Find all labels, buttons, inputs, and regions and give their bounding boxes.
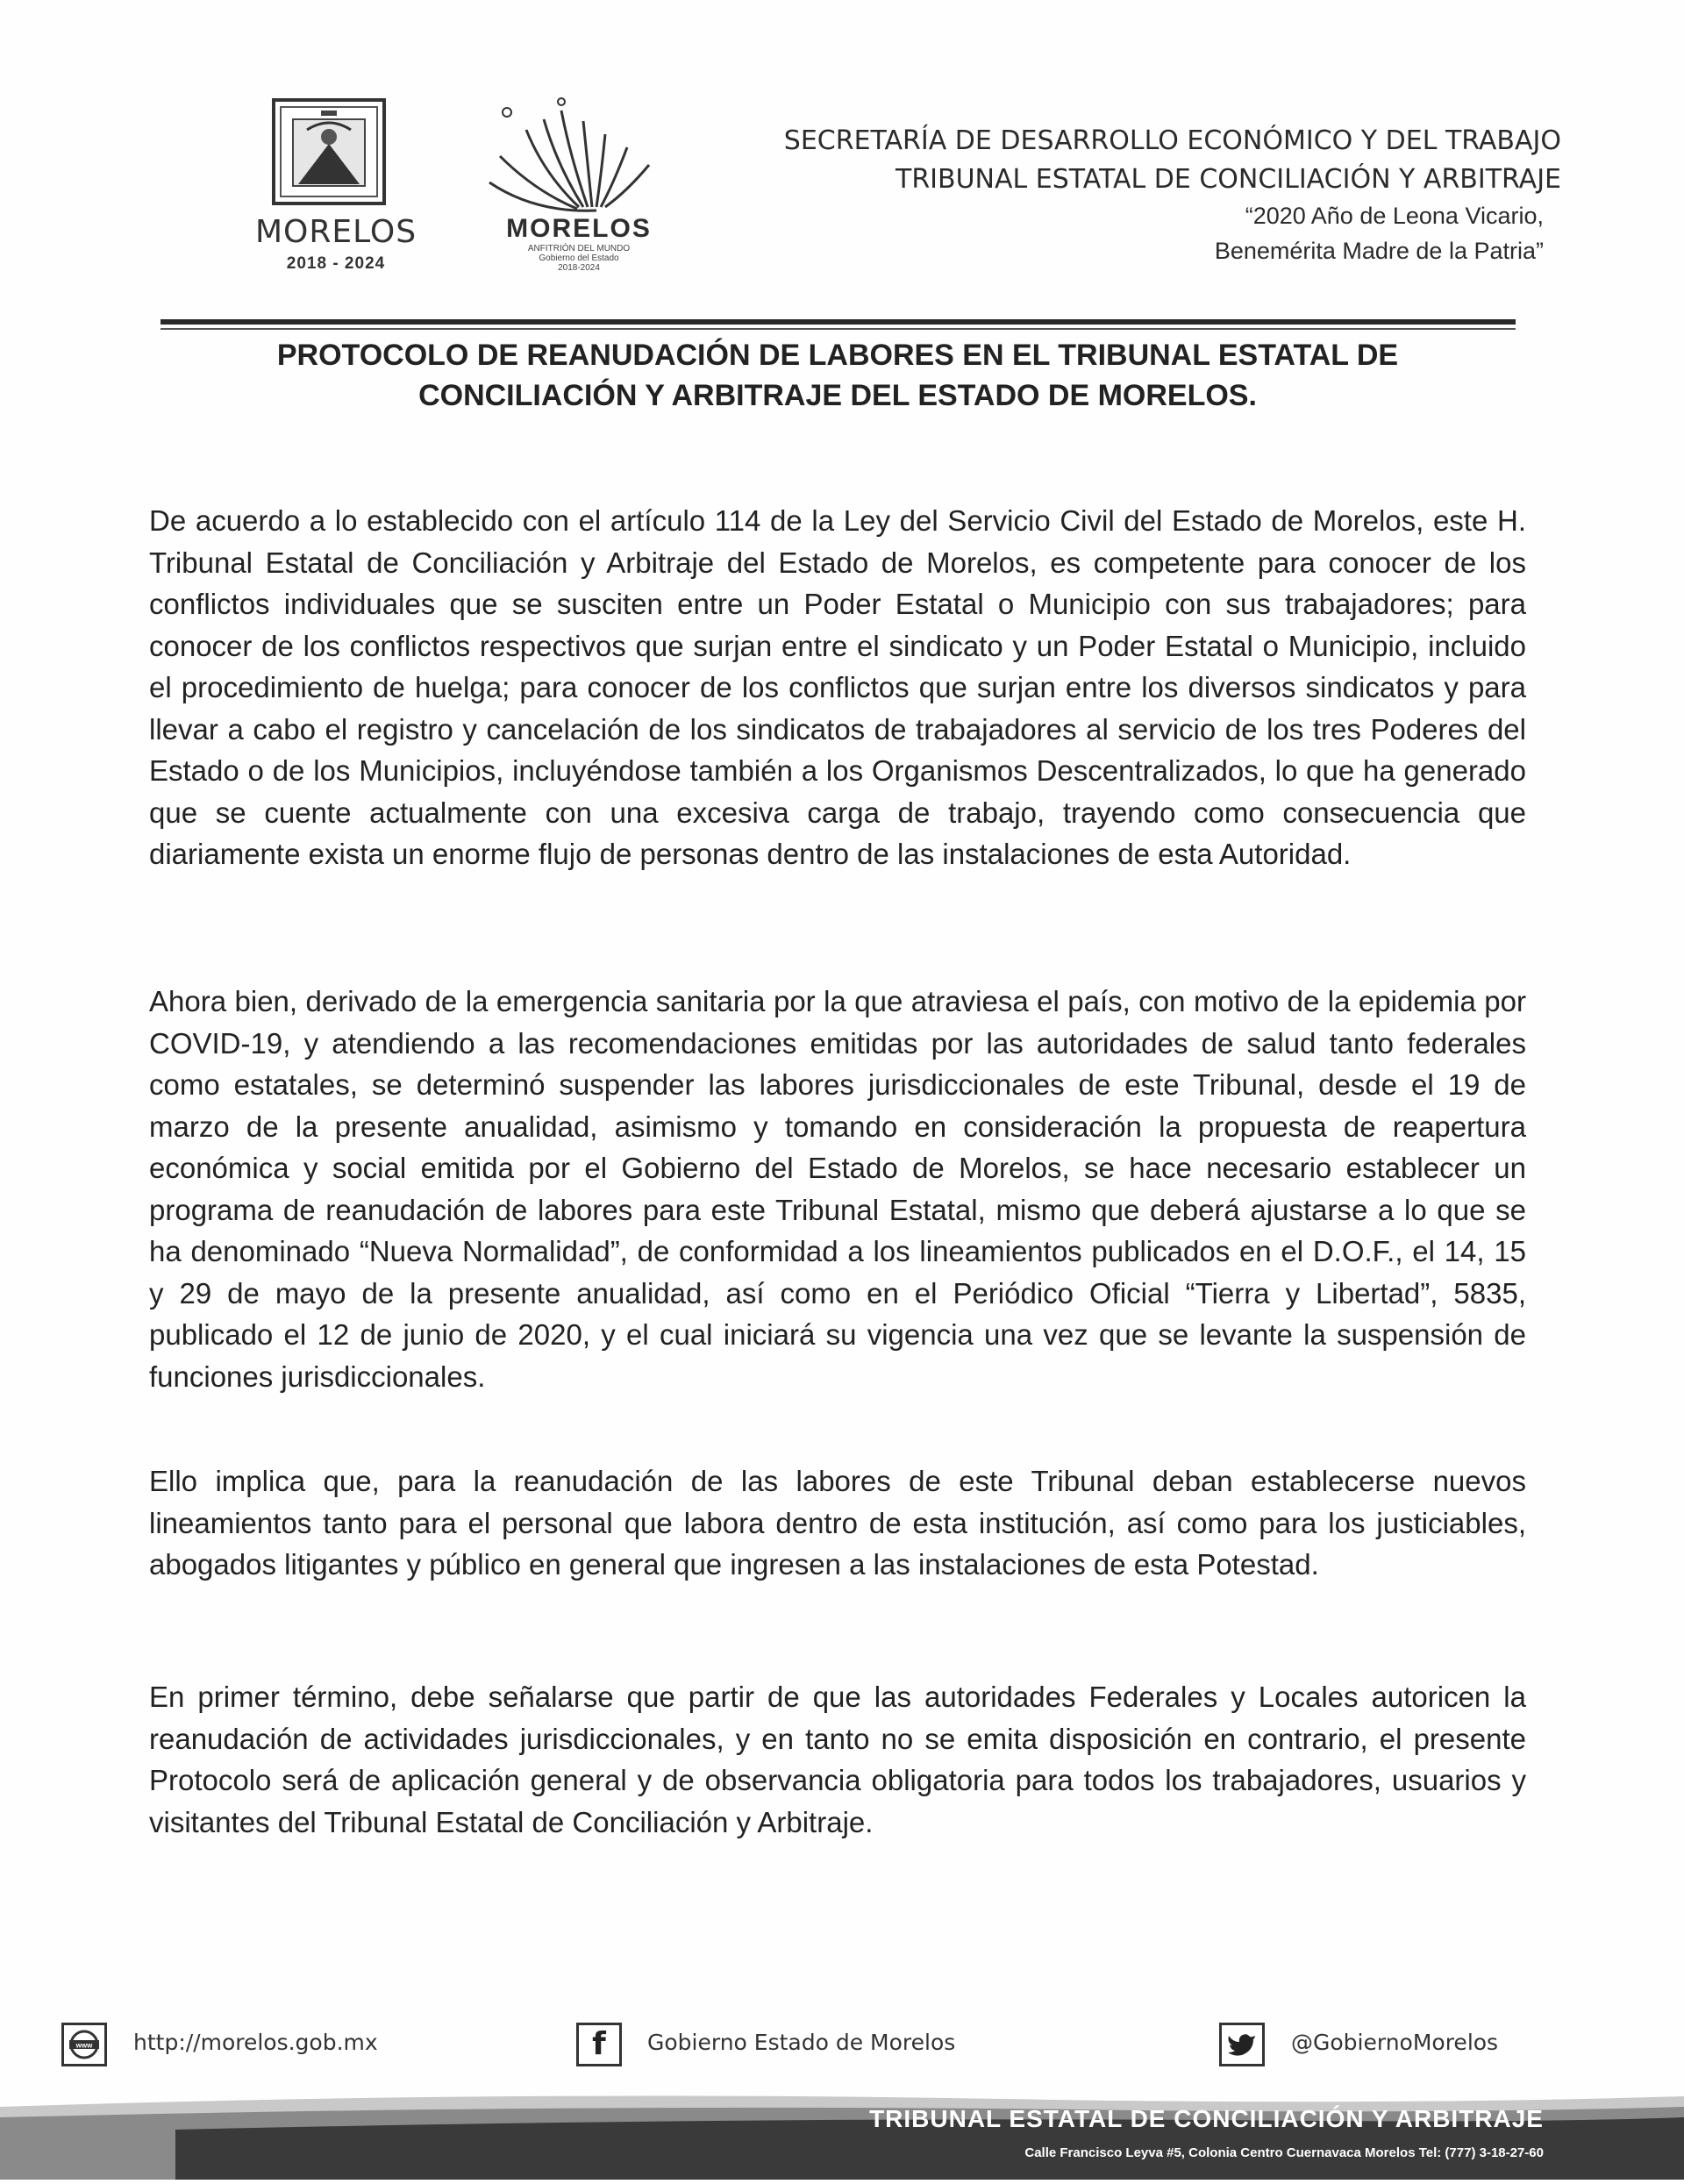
motto-line-1: “2020 Año de Leona Vicario, — [1245, 203, 1544, 229]
footer-tribunal-name: TRIBUNAL ESTATAL DE CONCILIACIÓN Y ARBITRAJE — [869, 2105, 1544, 2132]
logo-right-name: MORELOS — [506, 214, 652, 243]
twitter-link[interactable]: @GobiernoMorelos — [1291, 2030, 1499, 2055]
morelos-shield-logo — [272, 98, 386, 205]
secretaria-heading: SECRETARÍA DE DESARROLLO ECONÓMICO Y DEL TRABAJO — [783, 125, 1561, 156]
logo-left-years: 2018 - 2024 — [286, 254, 386, 273]
twitter-icon — [1219, 2023, 1265, 2066]
footer-address: Calle Francisco Leyva #5, Colonia Centro Cuernavaca Morelos Tel: (777) 3-18-27-60 — [1024, 2145, 1544, 2160]
motto-line-2: Benemérita Madre de la Patria” — [1214, 238, 1544, 264]
document-title-line-2: CONCILIACIÓN Y ARBITRAJE DEL ESTADO DE MORELOS. — [418, 379, 1257, 412]
facebook-link[interactable]: Gobierno Estado de Morelos — [647, 2030, 956, 2055]
body-paragraph: En primer término, debe señalarse que partir de que las autoridades Federales y Locales autoricen la reanudación de actividades jurisdiccionales, y en tanto no se emita disposición en contrario, el presente Protocolo será de aplicación general y de observancia obligatoria para todos los trabajadores, usuarios y visitantes del Tribunal Estatal de Conciliación y Arbitraje. — [149, 1681, 1526, 1838]
website-link[interactable]: http://morelos.gob.mx — [133, 2030, 378, 2055]
document-title-line-1: PROTOCOLO DE REANUDACIÓN DE LABORES EN EL TRIBUNAL ESTATAL DE — [276, 339, 1399, 372]
svg-text:www: www — [75, 2041, 93, 2050]
logo-left-name: MORELOS — [254, 214, 417, 250]
header-divider-thick — [161, 319, 1516, 325]
facebook-icon: f — [576, 2023, 622, 2066]
www-icon — [61, 2023, 107, 2066]
body-paragraph: De acuerdo a lo establecido con el artículo 114 de la Ley del Servicio Civil del Estado de Morelos, este H. Tribunal Estatal de Conciliación y Arbitraje del Estado de Morelos, es competente para conocer de los conflictos individuales que se susciten entre un Poder Estatal o Municipio con sus trabajadores; para conocer de los conflictos respectivos que surjan entre el sindicato y un Poder Estatal o Municipio, incluido el procedimiento de huelga; para conocer de los conflictos que surjan entre los diversos sindicatos y para llevar a cabo el registro y cancelación de los sindicatos de trabajadores al servicio de los tres Poderes del Estado o de los Municipios, incluyéndose también a los Organismos Descentralizados, lo que ha generado que se cuente actualmente con una excesiva carga de trabajo, trayendo como consecuencia que diariamente exista un enorme flujo de personas dentro de las instalaciones de esta Autoridad. — [149, 504, 1526, 870]
header-divider-thin — [161, 328, 1516, 330]
logo-right-subtitle: ANFITRIÓN DEL MUNDO Gobierno del Estado 2018-2024 — [527, 244, 631, 273]
morelos-flower-logo — [474, 95, 675, 225]
body-paragraph: Ahora bien, derivado de la emergencia sanitaria por la que atraviesa el país, con motivo de la epidemia por COVID-19, y atendiendo a las recomendaciones emitidas por las autoridades de salud tanto federales como estatales, se determinó suspender las labores jurisdiccionales de este Tribunal, desde el 19 de marzo de la presente anualidad, asimismo y tomando en consideración la propuesta de reapertura económica y social emitida por el Gobierno del Estado de Morelos, se hace necesario establecer un programa de reanudación de labores para este Tribunal Estatal, mismo que deberá ajustarse a lo que se ha denominado “Nueva Normalidad”, de conformidad a los lineamientos publicados en el D.O.F., el 14, 15 y 29 de mayo de la presente anualidad, así como en el Periódico Oficial “Tierra y Libertad”, 5835, publicado el 12 de junio de 2020, y el cual iniciará su vigencia una vez que se levante la suspensión de funciones jurisdiccionales. — [149, 985, 1526, 1393]
body-paragraph: Ello implica que, para la reanudación de las labores de este Tribunal deban establecerse nuevos lineamientos tanto para el personal que labora dentro de esta institución, así como para los justiciables, abogados litigantes y público en general que ingresen a las instalaciones de esta Potestad. — [149, 1465, 1526, 1581]
tribunal-heading: TRIBUNAL ESTATAL DE CONCILIACIÓN Y ARBITRAJE — [896, 164, 1561, 195]
